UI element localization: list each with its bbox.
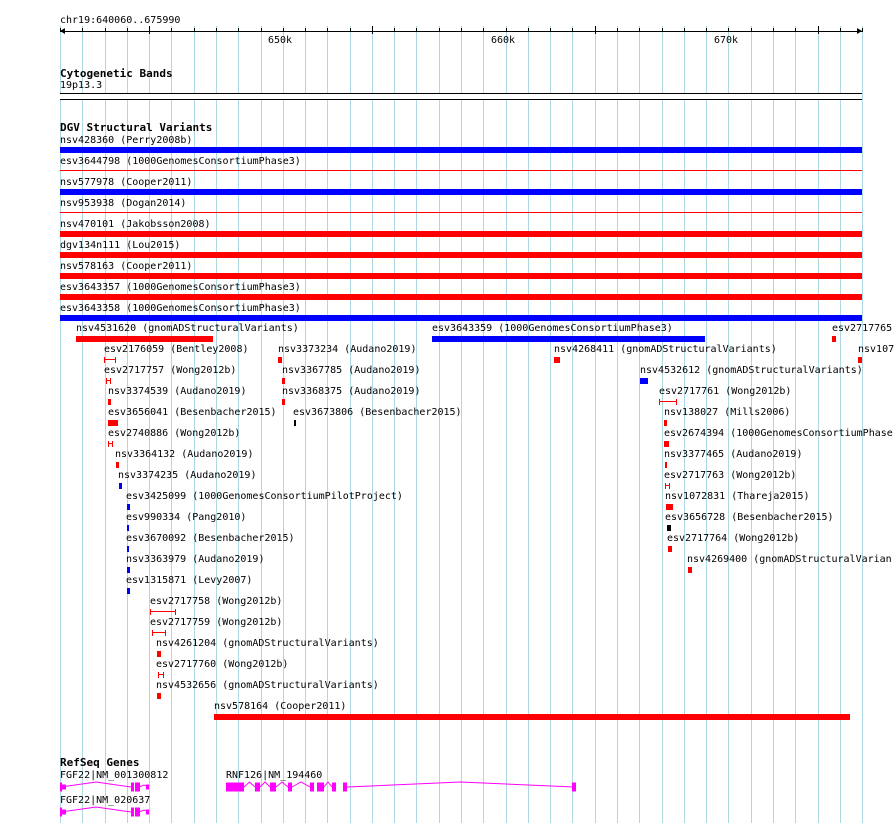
dgv-feature-label: esv2717761 (Wong2012b) <box>659 386 792 397</box>
dgv-feature-label: esv3670092 (Besenbacher2015) <box>126 533 295 544</box>
dgv-feature-label: nsv3364132 (Audano2019) <box>115 449 254 460</box>
dgv-feature-label: esv3673806 (Besenbacher2015) <box>293 407 462 418</box>
ruler-tick <box>773 28 774 32</box>
dgv-feature-bracket-line <box>105 359 115 360</box>
ruler-major-tick <box>595 26 596 34</box>
ruler-tick <box>194 28 195 32</box>
dgv-feature-label: nsv578163 (Cooper2011) <box>60 261 193 272</box>
dgv-feature-label: nsv1072831 (Thareja2015) <box>665 491 810 502</box>
dgv-feature-label: esv3643359 (1000GenomesConsortiumPhase3) <box>432 323 673 334</box>
ruler-tick-label: 660k <box>490 35 516 46</box>
dgv-feature-label: nsv953938 (Dogan2014) <box>60 198 187 209</box>
dgv-feature-label: esv2717765 <box>832 323 893 334</box>
dgv-feature-label: esv3425099 (1000GenomesConsortiumPilotProject) <box>126 491 403 502</box>
dgv-feature-label: esv2740886 (Wong2012b) <box>108 428 241 439</box>
dgv-feature-label: nsv3367785 (Audano2019) <box>282 365 421 376</box>
dgv-feature-label: nsv4532612 (gnomADStructuralVariants) <box>640 365 863 376</box>
dgv-feature-label: nsv578164 (Cooper2011) <box>214 701 347 712</box>
dgv-feature-bracket-line <box>153 632 165 633</box>
ruler-tick <box>483 28 484 32</box>
dgv-feature-label: esv2674394 (1000GenomesConsortiumPhase <box>664 428 893 439</box>
ruler-tick <box>283 28 284 32</box>
dgv-feature-bar[interactable] <box>664 441 669 447</box>
dgv-feature-bar[interactable] <box>157 651 161 657</box>
dgv-feature-bar[interactable] <box>667 525 671 531</box>
ruler-major-tick <box>818 26 819 34</box>
dgv-feature-bar[interactable] <box>127 588 130 594</box>
ruler-tick <box>795 28 796 32</box>
dgv-feature-bar[interactable] <box>116 462 119 468</box>
dgv-feature-bar[interactable] <box>108 420 118 426</box>
ruler-tick <box>261 28 262 32</box>
dgv-feature-label: nsv107 <box>858 344 894 355</box>
dgv-feature-bar[interactable] <box>640 378 648 384</box>
dgv-feature-bar[interactable] <box>282 399 285 405</box>
dgv-feature-bar[interactable] <box>60 231 862 237</box>
dgv-feature-label: nsv138027 (Mills2006) <box>664 407 791 418</box>
ruler-tick <box>171 28 172 32</box>
dgv-feature-label: esv3656728 (Besenbacher2015) <box>665 512 834 523</box>
dgv-feature-bar[interactable] <box>157 693 161 699</box>
dgv-feature-label: esv3643358 (1000GenomesConsortiumPhase3) <box>60 303 301 314</box>
dgv-feature-label: esv2717760 (Wong2012b) <box>156 659 289 670</box>
cytoband-label: 19p13.3 <box>60 80 103 91</box>
dgv-feature-bracket-line <box>109 443 112 444</box>
ruler-tick <box>751 28 752 32</box>
dgv-feature-label: esv2717763 (Wong2012b) <box>664 470 797 481</box>
dgv-feature-bracket[interactable] <box>665 483 670 489</box>
dgv-feature-bracket[interactable] <box>108 441 113 447</box>
track-title-cytoband: Cytogenetic Bands <box>60 67 173 80</box>
dgv-feature-bar[interactable] <box>858 357 862 363</box>
ruler-tick <box>461 28 462 32</box>
dgv-feature-bar[interactable] <box>688 567 692 573</box>
dgv-feature-label: esv3644798 (1000GenomesConsortiumPhase3) <box>60 156 301 167</box>
dgv-feature-label: nsv4269400 (gnomADStructuralVarian <box>687 554 892 565</box>
ruler-tick <box>662 28 663 32</box>
dgv-feature-label: esv2717759 (Wong2012b) <box>150 617 283 628</box>
dgv-feature-label: nsv3373234 (Audano2019) <box>278 344 417 355</box>
dgv-feature-label: nsv3377465 (Audano2019) <box>664 449 803 460</box>
ruler-tick <box>82 28 83 32</box>
dgv-feature-label: esv2717757 (Wong2012b) <box>104 365 237 376</box>
gene-label: RNF126|NM_194460 <box>226 770 323 781</box>
dgv-feature-bar[interactable] <box>60 273 862 279</box>
dgv-feature-bracket-line <box>666 485 669 486</box>
dgv-feature-bracket[interactable] <box>152 630 166 636</box>
dgv-feature-bracket[interactable] <box>659 399 677 405</box>
dgv-feature-label: esv2717764 (Wong2012b) <box>667 533 800 544</box>
dgv-feature-label: esv3643357 (1000GenomesConsortiumPhase3) <box>60 282 301 293</box>
track-title-refseq: RefSeq Genes <box>60 756 140 769</box>
cytoband-bar[interactable] <box>60 93 862 100</box>
ruler-tick <box>862 28 863 32</box>
location-label: chr19:640060..675990 <box>60 15 181 26</box>
dgv-feature-label: nsv3368375 (Audano2019) <box>282 386 421 397</box>
ruler-tick <box>439 28 440 32</box>
dgv-feature-label: dgv134n111 (Lou2015) <box>60 240 181 251</box>
dgv-feature-label: nsv4532656 (gnomADStructuralVariants) <box>156 680 379 691</box>
ruler-tick <box>572 28 573 32</box>
ruler-tick <box>617 28 618 32</box>
dgv-feature-bar[interactable] <box>127 504 130 510</box>
dgv-feature-label: nsv470101 (Jakobsson2008) <box>60 219 211 230</box>
dgv-feature-bar[interactable] <box>554 357 560 363</box>
ruler-tick <box>350 28 351 32</box>
ruler-tick <box>706 28 707 32</box>
dgv-feature-bar[interactable] <box>60 147 862 153</box>
dgv-feature-bracket[interactable] <box>104 357 116 363</box>
ruler-tick <box>506 28 507 32</box>
dgv-feature-bracket-line <box>660 401 676 402</box>
dgv-feature-bar[interactable] <box>666 504 673 510</box>
dgv-feature-bar[interactable] <box>127 567 130 573</box>
dgv-feature-bar[interactable] <box>60 315 862 321</box>
ruler-tick <box>127 28 128 32</box>
dgv-feature-bar[interactable] <box>76 336 213 342</box>
ruler-major-tick <box>372 26 373 34</box>
dgv-feature-label: nsv3374539 (Audano2019) <box>108 386 247 397</box>
ruler-tick <box>394 28 395 32</box>
ruler-tick <box>639 28 640 32</box>
dgv-feature-bar[interactable] <box>127 525 129 531</box>
dgv-feature-bar[interactable] <box>278 357 282 363</box>
dgv-feature-bar[interactable] <box>60 212 862 213</box>
ruler-tick <box>550 28 551 32</box>
dgv-feature-label: esv2176059 (Bentley2008) <box>104 344 249 355</box>
dgv-feature-bracket-line <box>159 674 163 675</box>
dgv-feature-bracket-line <box>107 380 110 381</box>
dgv-feature-bracket[interactable] <box>158 672 164 678</box>
ruler-tick <box>327 28 328 32</box>
dgv-feature-label: nsv4261204 (gnomADStructuralVariants) <box>156 638 379 649</box>
dgv-feature-bar[interactable] <box>60 189 862 195</box>
dgv-feature-bar[interactable] <box>282 378 285 384</box>
dgv-feature-bar[interactable] <box>832 336 836 342</box>
dgv-feature-bracket-line <box>151 611 175 612</box>
ruler-tick-label: 670k <box>713 35 739 46</box>
dgv-feature-bar[interactable] <box>664 420 667 426</box>
dgv-feature-bracket[interactable] <box>150 609 176 615</box>
dgv-feature-label: nsv4531620 (gnomADStructuralVariants) <box>76 323 299 334</box>
ruler-tick <box>528 28 529 32</box>
ruler-tick <box>684 28 685 32</box>
dgv-feature-bar[interactable] <box>432 336 705 342</box>
ruler-tick-label: 650k <box>267 35 293 46</box>
ruler-tick <box>216 28 217 32</box>
dgv-feature-label: esv990334 (Pang2010) <box>126 512 247 523</box>
dgv-feature-bar[interactable] <box>668 546 672 552</box>
ruler-tick <box>728 28 729 32</box>
gene-label: FGF22|NM_020637 <box>60 795 151 806</box>
ruler-tick <box>305 28 306 32</box>
dgv-feature-bar[interactable] <box>119 483 122 489</box>
dgv-feature-label: esv3656041 (Besenbacher2015) <box>108 407 277 418</box>
dgv-feature-label: nsv3374235 (Audano2019) <box>118 470 257 481</box>
dgv-feature-label: nsv577978 (Cooper2011) <box>60 177 193 188</box>
dgv-feature-bar[interactable] <box>60 294 862 300</box>
dgv-feature-label: nsv4268411 (gnomADStructuralVariants) <box>554 344 777 355</box>
ruler[interactable] <box>60 26 862 44</box>
ruler-major-tick <box>149 26 150 34</box>
dgv-feature-label: esv2717758 (Wong2012b) <box>150 596 283 607</box>
dgv-feature-bracket[interactable] <box>106 378 111 384</box>
ruler-tick <box>105 28 106 32</box>
dgv-feature-label: nsv428360 (Perry2008b) <box>60 135 193 146</box>
dgv-feature-bar[interactable] <box>108 399 111 405</box>
dgv-feature-bar[interactable] <box>127 546 129 552</box>
dgv-feature-label: nsv3363979 (Audano2019) <box>126 554 265 565</box>
dgv-feature-bar[interactable] <box>60 170 862 171</box>
ruler-tick <box>238 28 239 32</box>
gene-label: FGF22|NM_001300812 <box>60 770 169 781</box>
dgv-feature-bar[interactable] <box>60 252 862 258</box>
ruler-tick <box>840 28 841 32</box>
dgv-feature-label: esv1315871 (Levy2007) <box>126 575 253 586</box>
ruler-tick <box>60 28 61 32</box>
track-title-dgv: DGV Structural Variants <box>60 121 213 134</box>
ruler-tick <box>416 28 417 32</box>
dgv-feature-bar[interactable] <box>214 714 850 720</box>
dgv-feature-bar[interactable] <box>665 462 667 468</box>
dgv-feature-bar[interactable] <box>294 420 296 426</box>
